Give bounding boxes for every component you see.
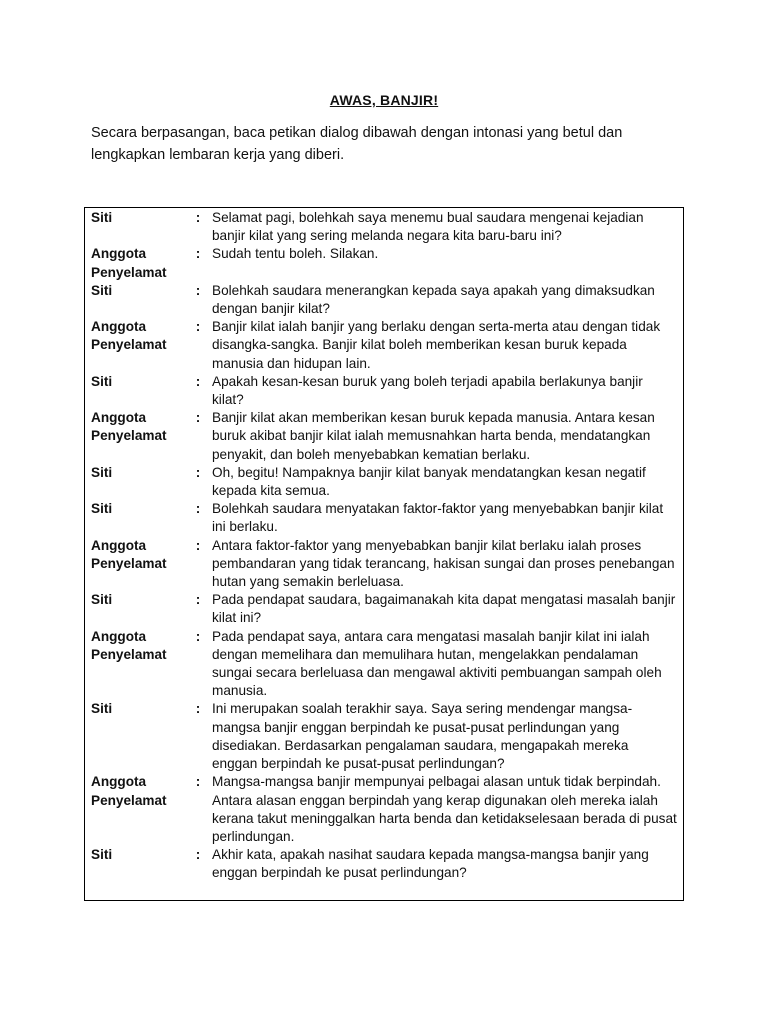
speaker-colon: : [195, 537, 201, 553]
speaker-colon: : [195, 464, 201, 480]
dialog-row [85, 373, 683, 409]
speech-text: Sudah tentu boleh. Silakan. [212, 246, 379, 262]
speaker-colon: : [195, 246, 201, 262]
speaker-colon: : [195, 701, 201, 717]
speech-text: Banjir kilat ialah banjir yang berlaku dengan serta-merta atau dengan tidak disangka-sangka. Banjir kilat boleh memberikan kesan buruk kepada manusia dan hidupan lain. [212, 319, 661, 371]
speaker-colon: : [195, 410, 201, 426]
speaker-colon: : [195, 373, 201, 389]
speech-text: Akhir kata, apakah nasihat saudara kepada mangsa-mangsa banjir yang enggan berpindah ke pusat perlindungan? [212, 847, 649, 881]
speaker-colon: : [195, 847, 201, 863]
dialog-row [85, 318, 683, 373]
speech-text: Bolehkah saudara menerangkan kepada saya apakah yang dimaksudkan dengan banjir kilat? [212, 282, 655, 317]
speaker-colon: : [195, 501, 201, 517]
speech-text: Bolehkah saudara menyatakan faktor-faktor yang menyebabkan banjir kilat ini berlaku. [212, 501, 664, 535]
instructions-text: Secara berpasangan, baca petikan dialog dibawah dengan intonasi yang betul dan lengkapkan lembaran kerja yang diberi. [91, 125, 623, 163]
dialog-row [85, 245, 683, 281]
speaker-name: Siti [91, 373, 113, 389]
speaker-name: Anggota Penyelamat [91, 319, 167, 353]
dialog-row [85, 700, 683, 773]
speaker-colon: : [195, 319, 201, 335]
speaker-name: Siti [91, 847, 113, 863]
dialog-row [85, 773, 683, 846]
speaker-name: Anggota Penyelamat [91, 628, 167, 662]
dialog-row [85, 464, 683, 500]
dialog-row [85, 500, 683, 536]
speech-text: Mangsa-mangsa banjir mempunyai pelbagai alasan untuk tidak berpindah. Antara alasan enggan berpindah yang kerap digunakan oleh mereka ialah kerana takut meninggalkan harta benda dan ketidakselesaan berada di pusat perlindungan. [212, 774, 677, 844]
speech-text: Antara faktor-faktor yang menyebabkan banjir kilat berlaku ialah proses pembandaran yang tidak terancang, hakisan sungai dan proses penebangan hutan yang semakin berleluasa. [212, 537, 675, 590]
speaker-name: Siti [91, 282, 113, 298]
speaker-name: Siti [91, 210, 113, 225]
dialog-row [85, 628, 683, 701]
dialog-row [85, 591, 683, 627]
dialog-table [84, 207, 684, 901]
speaker-name: Anggota Penyelamat [91, 246, 167, 280]
speaker-name: Anggota Penyelamat [91, 537, 167, 571]
page-title: AWAS, BANJIR! [329, 92, 439, 108]
speaker-name: Anggota Penyelamat [91, 410, 167, 444]
speech-text: Ini merupakan soalah terakhir saya. Saya sering mendengar mangsa-mangsa banjir enggan berpindah ke pusat-pusat perlindungan yang disediakan. Berdasarkan pengalaman saudara, mengapakah mereka enggan berpindah ke pusat-pusat perlindungan? [212, 701, 633, 772]
speech-text: Selamat pagi, bolehkah saya menemu bual saudara mengenai kejadian banjir kilat yang sering melanda negara kita baru-baru ini? [212, 210, 644, 244]
dialog-row [85, 282, 683, 318]
speech-text: Pada pendapat saya, antara cara mengatasi masalah banjir kilat ini ialah dengan memelihara dan memulihara hutan, mengelakkan pendalaman sungai secara berleluasa dan mengawal aktiviti pembuangan sampah oleh manusia. [212, 628, 662, 699]
speaker-name: Siti [91, 501, 113, 517]
speaker-colon: : [195, 628, 201, 644]
speech-text: Banjir kilat akan memberikan kesan buruk kepada manusia. Antara kesan buruk akibat banjir kilat ialah memusnahkan harta benda, mendatangkan penyakit, dan boleh menyebabkan kematian berlaku. [212, 410, 655, 462]
speaker-colon: : [195, 592, 201, 608]
speaker-name: Siti [91, 701, 113, 717]
speech-text: Pada pendapat saudara, bagaimanakah kita dapat mengatasi masalah banjir kilat ini? [212, 592, 676, 626]
dialog-row [85, 209, 683, 245]
speech-text: Apakah kesan-kesan buruk yang boleh terjadi apabila berlakunya banjir kilat? [212, 373, 643, 408]
dialog-row [85, 409, 683, 464]
speech-text: Oh, begitu! Nampaknya banjir kilat banyak mendatangkan kesan negatif kepada kita semua. [212, 464, 646, 499]
speaker-colon: : [195, 210, 201, 225]
speaker-name: Anggota Penyelamat [91, 774, 167, 808]
speaker-name: Siti [91, 592, 113, 608]
dialog-row [85, 537, 683, 592]
speaker-name: Siti [91, 464, 113, 480]
speaker-colon: : [195, 774, 201, 790]
dialog-row [85, 846, 683, 882]
speaker-colon: : [195, 282, 201, 298]
